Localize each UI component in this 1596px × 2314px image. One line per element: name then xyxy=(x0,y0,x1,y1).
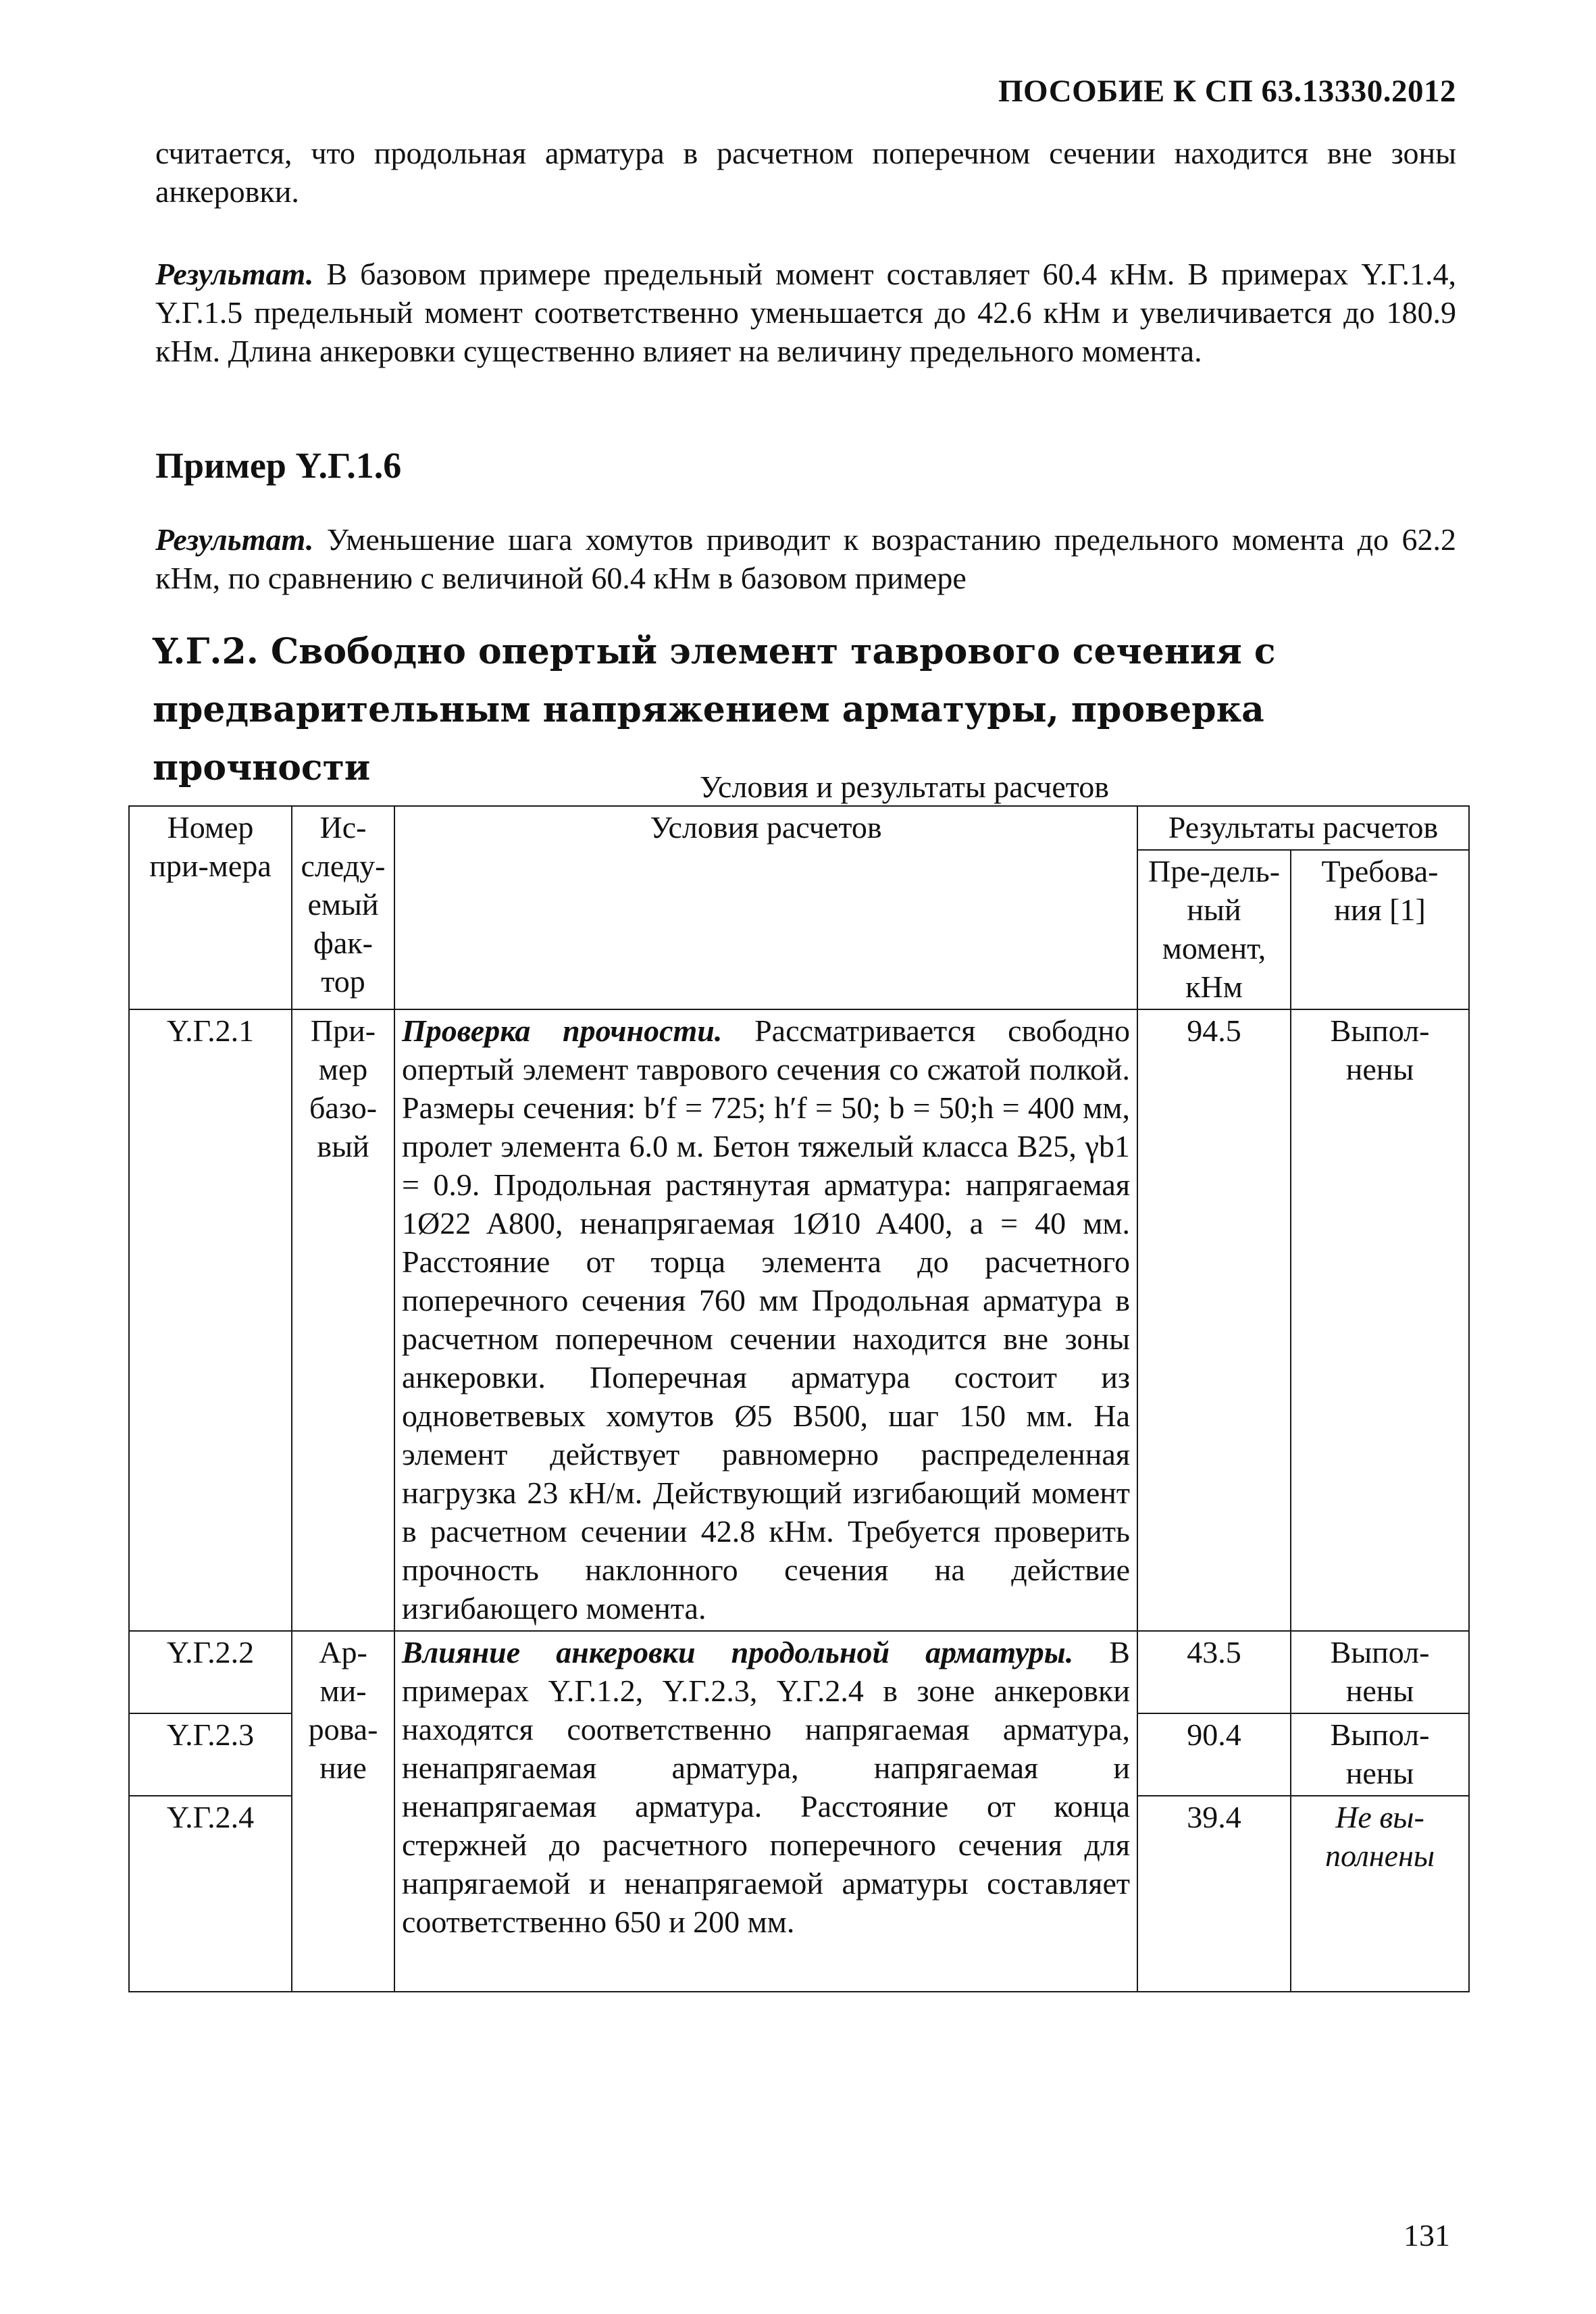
header-number: Номер при-мера xyxy=(129,806,292,1009)
cell-factor-group: Ар-ми-рова-ние xyxy=(292,1631,394,1992)
cell-requirement: Не вы-полнены xyxy=(1291,1796,1469,1992)
cell-requirement: Выпол-нены xyxy=(1291,1009,1469,1631)
result-text: Уменьшение шага хомутов приводит к возрастанию предельного момента до 62.2 кНм, по сравнению с величиной 60.4 кНм в базовом примере xyxy=(155,522,1456,595)
header-factor: Ис-следу-емый фак-тор xyxy=(292,806,394,1009)
header-results: Результаты расчетов xyxy=(1137,806,1469,850)
paragraph-anchorage: считается, что продольная арматура в расчетном поперечном сечении находится вне зоны анкеровки. xyxy=(155,136,1456,209)
running-header: ПОСОБИЕ К СП 63.13330.2012 xyxy=(998,74,1456,109)
calculation-table xyxy=(128,805,1470,1992)
cell-requirement: Выпол-нены xyxy=(1291,1713,1469,1796)
page-number: 131 xyxy=(1404,2218,1450,2253)
cell-conditions-group xyxy=(394,1631,1137,1992)
paragraph-result-1 xyxy=(155,255,1456,370)
result-label: Результат. xyxy=(155,522,314,557)
cell-conditions xyxy=(394,1009,1137,1631)
result-label: Результат. xyxy=(155,257,314,291)
table-caption: Условия и результаты расчетов xyxy=(700,770,1109,804)
cell-moment: 39.4 xyxy=(1137,1796,1291,1992)
cell-number: Y.Г.2.2 xyxy=(129,1631,292,1713)
header-moment: Пре-дель-ный момент, кНм xyxy=(1137,850,1291,1009)
conditions-text: Рассматривается свободно опертый элемент таврового сечения со сжатой полкой. Размеры сечения: b′f = 725; h′f = 50; b = 50;h = 400 мм, пролет элемента 6.0 м. Бетон тяжелый класса B25, γb1 = 0.9. Продольная растянутая арматура: напрягаемая 1Ø22 A800, ненапрягаемая 1Ø10 A400, a = 40 мм. Расстояние от торца элемента до расчетного поперечного сечения 760 мм Продольная арматура в расчетном поперечном сечении находится вне зоны анкеровки. Поперечная арматура состоит из одноветвевых хомутов Ø5 B500, шаг 150 мм. На элемент действует равномерно распределенная нагрузка 23 кН/м. Действующий изгибающий момент в расчетном сечении 42.8 кНм. Требуется проверить прочность наклонного сечения на действие изгибающего момента. xyxy=(402,1013,1130,1626)
cell-moment: 94.5 xyxy=(1137,1009,1291,1631)
cell-moment: 90.4 xyxy=(1137,1713,1291,1796)
conditions-lead: Влияние анкеровки продольной арматуры. xyxy=(402,1635,1074,1669)
header-requirements: Требова-ния [1] xyxy=(1291,850,1469,1009)
cell-number: Y.Г.2.3 xyxy=(129,1713,292,1796)
cell-number: Y.Г.2.1 xyxy=(129,1009,292,1631)
table-row xyxy=(129,1009,1469,1631)
cell-factor: При-мер базо-вый xyxy=(292,1009,394,1631)
conditions-text: В примерах Y.Г.1.2, Y.Г.2.3, Y.Г.2.4 в зоне анкеровки находятся соответственно напрягаемая арматура, ненапрягаемая арматура, напрягаемая и ненапрягаемая арматура. Расстояние от конца стержней до расчетного поперечного сечения для напрягаемой и ненапрягаемой арматуры составляет соответственно 650 и 200 мм. xyxy=(402,1635,1130,1939)
example-heading: Пример Y.Г.1.6 xyxy=(155,445,402,486)
cell-moment: 43.5 xyxy=(1137,1631,1291,1713)
section-title: Y.Г.2. Свободно опертый элемент таврового сечения с предварительным напряжением арматуры, проверка прочности xyxy=(153,631,1276,788)
result-text: В базовом примере предельный момент составляет 60.4 кНм. В примерах Y.Г.1.4, Y.Г.1.5 предельный момент соответственно уменьшается до 42.6 кНм и увеличивается до 180.9 кНм. Длина анкеровки существенно влияет на величину предельного момента. xyxy=(155,257,1456,368)
conditions-lead: Проверка прочности. xyxy=(402,1013,723,1048)
table-row xyxy=(129,1631,1469,1713)
header-conditions: Условия расчетов xyxy=(394,806,1137,1009)
cell-requirement: Выпол-нены xyxy=(1291,1631,1469,1713)
paragraph-result-2 xyxy=(155,520,1456,597)
table-header-row xyxy=(129,806,1469,850)
cell-number: Y.Г.2.4 xyxy=(129,1796,292,1992)
